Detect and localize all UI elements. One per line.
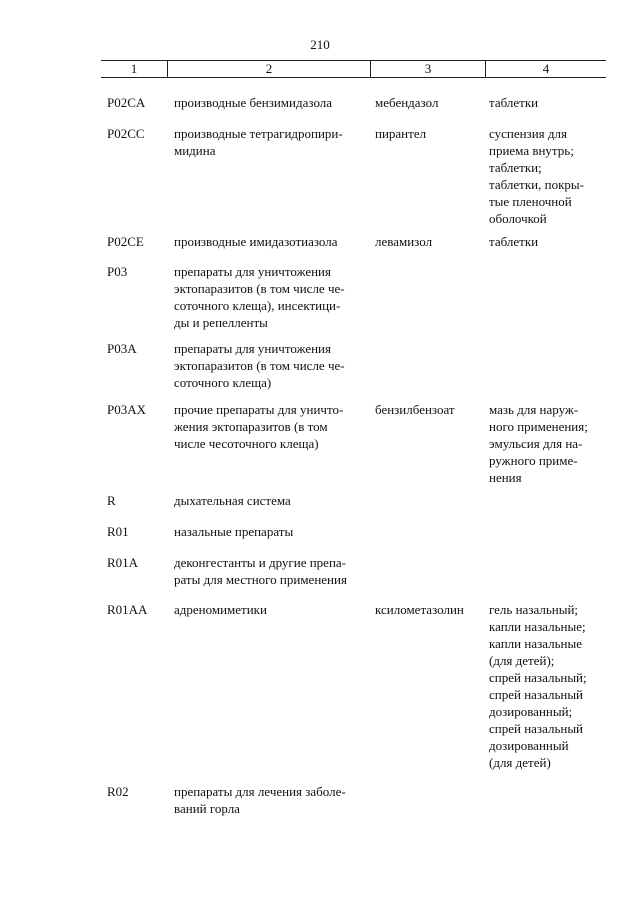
anatomical-group-name: производные бензимидазола	[174, 95, 333, 110]
drug-name: бензилбензоат	[375, 402, 455, 417]
drug-name: левамизол	[375, 234, 433, 249]
atc-code: R02	[107, 784, 129, 799]
atc-code: R	[107, 493, 116, 508]
atc-code: P02CA	[107, 95, 146, 110]
drug-name: пирантел	[375, 126, 427, 141]
table-header	[101, 60, 606, 78]
atc-code: R01AA	[107, 602, 148, 617]
anatomical-group-name: производные имидазотиазола	[174, 234, 338, 249]
anatomical-group-name: препараты для уничтожения эктопаразитов (в том числе че- соточного клеща)	[174, 341, 345, 390]
header-col-4: 4	[542, 61, 550, 76]
anatomical-group-name: дыхательная система	[174, 493, 291, 508]
anatomical-group-name: производные тетрагидропири- мидина	[174, 126, 343, 158]
anatomical-group-name: деконгестанты и другие препа- раты для местного применения	[174, 555, 347, 587]
header-col-3: 3	[371, 61, 486, 77]
page-number: 210	[310, 37, 330, 52]
drug-name: мебендазол	[375, 95, 439, 110]
dosage-form: таблетки	[489, 234, 539, 249]
atc-code: P02CC	[107, 126, 145, 141]
atc-code: P03	[107, 264, 128, 279]
atc-code: P03AX	[107, 402, 147, 417]
anatomical-group-name: назальные препараты	[174, 524, 294, 539]
anatomical-group-name: препараты для лечения заболе- ваний горла	[174, 784, 346, 816]
drug-name: ксилометазолин	[375, 602, 464, 617]
atc-code: R01A	[107, 555, 139, 570]
header-col-2: 2	[168, 61, 371, 77]
atc-code: P03A	[107, 341, 137, 356]
anatomical-group-name: адреномиметики	[174, 602, 267, 617]
dosage-form: суспензия для приема внутрь; таблетки; таблетки, покры- тые пленочной оболочкой	[489, 126, 584, 226]
dosage-form: таблетки	[489, 95, 539, 110]
atc-code: P02CE	[107, 234, 144, 249]
atc-code: R01	[107, 524, 129, 539]
dosage-form: мазь для наруж- ного применения; эмульсия для на- ружного приме- нения	[489, 402, 588, 485]
anatomical-group-name: прочие препараты для уничто- жения эктопаразитов (в том числе чесоточного клеща)	[174, 402, 344, 451]
dosage-form: гель назальный; капли назальные; капли назальные (для детей); спрей назальный; спрей назальный дозированный; спрей назальный дозированный (для детей)	[489, 602, 587, 770]
header-col-1: 1	[101, 61, 168, 77]
anatomical-group-name: препараты для уничтожения эктопаразитов (в том числе че- соточного клеща), инсектици- ды и репелленты	[174, 264, 345, 330]
